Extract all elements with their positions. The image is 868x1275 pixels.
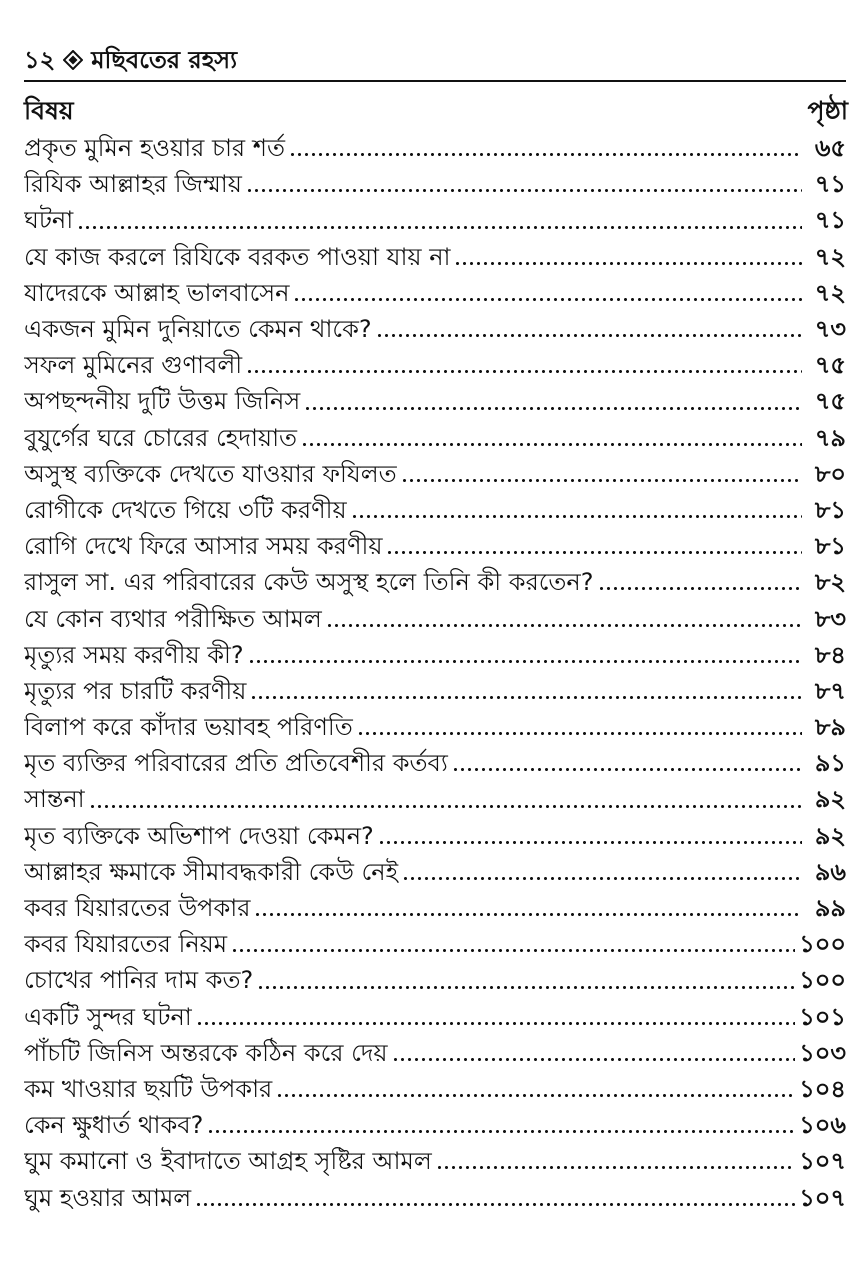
toc-entry-title: মৃত্যুর সময় করণীয় কী? [24, 640, 244, 669]
toc-entry [24, 1181, 846, 1217]
toc-entry-page-number: ৮১ [814, 532, 846, 561]
toc-entry-title: প্রকৃত মুমিন হওয়ার চার শর্ত [24, 134, 285, 163]
dot-leader [402, 872, 802, 882]
toc-entry-title: যাদেরকে আল্লাহ ভালবাসেন [24, 278, 290, 307]
dot-leader [231, 944, 795, 954]
dot-leader [250, 691, 802, 701]
dot-leader [293, 293, 802, 303]
dot-leader [378, 836, 802, 846]
dot-leader [207, 1125, 795, 1135]
toc-entry-title: ঘটনা [24, 206, 74, 235]
toc-entry [24, 1037, 846, 1073]
toc-entry [24, 132, 846, 168]
dot-leader [436, 1161, 795, 1171]
toc-entry [24, 566, 846, 602]
dot-leader [386, 546, 802, 556]
toc-entry-page-number: ৮৯ [814, 713, 846, 742]
diamond-ornament-icon [63, 50, 83, 75]
toc-entry-page-number: ৮১ [814, 495, 846, 524]
toc-entry-title: ঘুম হওয়ার আমল [24, 1183, 192, 1212]
toc-entry-page-number: ১০৬ [799, 1111, 846, 1140]
toc-entry-page-number: ১০৩ [799, 1038, 846, 1067]
toc-entry-page-number: ৮৭ [814, 676, 846, 705]
header-divider [24, 80, 846, 82]
toc-entry-page-number: ৭৫ [814, 387, 846, 416]
toc-entry [24, 204, 846, 240]
toc-entry [24, 856, 846, 892]
toc-entry [24, 530, 846, 566]
dot-leader [301, 438, 802, 448]
toc-entry-title: অসুস্থ ব্যক্তিকে দেখতে যাওয়ার ফযিলত [24, 459, 397, 488]
toc-entry-page-number: ৭৯ [814, 423, 846, 452]
toc-entry-title: কেন ক্ষুধার্ত থাকব? [24, 1111, 204, 1140]
dot-leader [351, 510, 802, 520]
toc-entry [24, 1001, 846, 1037]
toc-entry [24, 820, 846, 856]
diamond-ornament-svg [63, 50, 83, 70]
dot-leader [357, 727, 802, 737]
toc-entry-page-number: ৮৪ [814, 640, 846, 669]
toc-entry-page-number: ৭৫ [814, 351, 846, 380]
toc-entry-page-number: ১০৭ [799, 1147, 846, 1176]
toc-entry [24, 277, 846, 313]
toc-entry-title: রোগি দেখে ফিরে আসার সময় করণীয় [24, 532, 383, 561]
dot-leader [257, 981, 795, 991]
toc-entry-title: পাঁচটি জিনিস অন্তরকে কঠিন করে দেয় [24, 1038, 388, 1067]
toc-entry-page-number: ৯১ [814, 749, 846, 778]
dot-leader [289, 148, 802, 158]
toc-entry-title: চোখের পানির দাম কত? [24, 966, 254, 995]
toc-entry [24, 494, 846, 530]
toc-entry-title: বিলাপ করে কাঁদার ভয়াবহ পরিণতি [24, 713, 353, 742]
toc-entry [24, 964, 846, 1000]
dot-leader [392, 1053, 796, 1063]
toc-entry-title: যে কোন ব্যথার পরীক্ষিত আমল [24, 604, 322, 633]
dot-leader [376, 329, 802, 339]
toc-entry-page-number: ৯৯ [814, 894, 846, 923]
toc-entry-page-number: ৯২ [814, 821, 846, 850]
toc-entry-title: রিযিক আল্লাহর জিম্মায় [24, 170, 242, 199]
toc-entry-title: আল্লাহর ক্ষমাকে সীমাবদ্ধকারী কেউ নেই [24, 857, 399, 886]
toc-entry-page-number: ৬৫ [814, 134, 846, 163]
toc-entry [24, 168, 846, 204]
toc-entry-title: কবর যিয়ারতের উপকার [24, 894, 251, 923]
dot-leader [454, 257, 802, 267]
subject-column-heading: বিষয় [24, 95, 74, 125]
toc-entry-page-number: ৭২ [814, 278, 846, 307]
dot-leader [304, 402, 802, 412]
dot-leader [326, 619, 802, 629]
dot-leader [254, 908, 802, 918]
toc-entry [24, 639, 846, 675]
toc-entry-title: ঘুম কমানো ও ইবাদাতে আগ্রহ সৃষ্টির আমল [24, 1147, 432, 1176]
page-column-heading: পৃষ্ঠা [807, 95, 848, 125]
toc-entry [24, 928, 846, 964]
toc-entry [24, 892, 846, 928]
toc-entry [24, 241, 846, 277]
toc-entry-page-number: ৮৩ [814, 604, 846, 633]
toc-entry-page-number: ৭৩ [814, 315, 846, 344]
toc-entry-page-number: ৭১ [814, 170, 846, 199]
toc-entry-title: রোগীকে দেখতে গিয়ে ৩টি করণীয় [24, 495, 347, 524]
toc-entry [24, 783, 846, 819]
toc-entry-title: কবর যিয়ারতের নিয়ম [24, 930, 228, 959]
running-header [24, 44, 237, 80]
toc-entry [24, 349, 846, 385]
toc-entry-page-number: ৭১ [814, 206, 846, 235]
toc-entry-title: মৃত ব্যক্তিকে অভিশাপ দেওয়া কেমন? [24, 821, 374, 850]
table-of-contents [24, 132, 846, 1218]
toc-entry [24, 602, 846, 638]
toc-entry-title: বুযুর্গের ঘরে চোরের হেদায়াত [24, 423, 298, 452]
toc-entry-page-number: ১০১ [799, 1002, 846, 1031]
toc-entry-title: সান্তনা [24, 785, 85, 814]
toc-entry-page-number: ৮২ [814, 568, 846, 597]
toc-entry-title: রাসুল সা. এর পরিবারের কেউ অসুস্থ হলে তিনি কী করতেন? [24, 568, 594, 597]
toc-entry-page-number: ১০০ [799, 930, 846, 959]
dot-leader [401, 474, 802, 484]
toc-entry-page-number: ১০৭ [799, 1183, 846, 1212]
toc-entry-title: মৃত ব্যক্তির পরিবারের প্রতি প্রতিবেশীর কর্তব্য [24, 749, 448, 778]
dot-leader [248, 655, 802, 665]
toc-entry [24, 747, 846, 783]
column-headers [24, 92, 848, 132]
toc-entry-page-number: ৮০ [814, 459, 846, 488]
dot-leader [77, 221, 802, 231]
dot-leader [452, 763, 802, 773]
toc-entry [24, 422, 846, 458]
toc-entry-page-number: ৯৬ [814, 857, 846, 886]
toc-entry-title: সফল মুমিনের গুণাবলী [24, 351, 243, 380]
toc-entry [24, 385, 846, 421]
dot-leader [276, 1089, 795, 1099]
toc-entry [24, 458, 846, 494]
toc-entry [24, 1145, 846, 1181]
toc-entry-title: অপছন্দনীয় দুটি উত্তম জিনিস [24, 387, 301, 416]
toc-entry [24, 711, 846, 747]
dot-leader [246, 184, 802, 194]
toc-entry-page-number: ১০৪ [799, 1074, 846, 1103]
toc-entry [24, 675, 846, 711]
dot-leader [246, 365, 802, 375]
dot-leader [195, 1198, 795, 1208]
toc-entry-title: একজন মুমিন দুনিয়াতে কেমন থাকে? [24, 315, 372, 344]
toc-entry-page-number: ১০০ [799, 966, 846, 995]
toc-entry [24, 313, 846, 349]
toc-entry-title: একটি সুন্দর ঘটনা [24, 1002, 192, 1031]
toc-entry-title: যে কাজ করলে রিযিকে বরকত পাওয়া যায় না [24, 242, 451, 271]
toc-entry [24, 1109, 846, 1145]
toc-entry [24, 1073, 846, 1109]
toc-entry-title: মৃত্যুর পর চারটি করণীয় [24, 676, 247, 705]
toc-entry-title: কম খাওয়ার ছয়টি উপকার [24, 1074, 273, 1103]
toc-entry-page-number: ৭২ [814, 242, 846, 271]
dot-leader [196, 1017, 795, 1027]
toc-entry-page-number: ৯২ [814, 785, 846, 814]
header-page-number: ১২ [24, 46, 56, 74]
header-book-title: মছিবতের রহস্য [91, 46, 238, 74]
dot-leader [598, 582, 803, 592]
dot-leader [89, 800, 802, 810]
